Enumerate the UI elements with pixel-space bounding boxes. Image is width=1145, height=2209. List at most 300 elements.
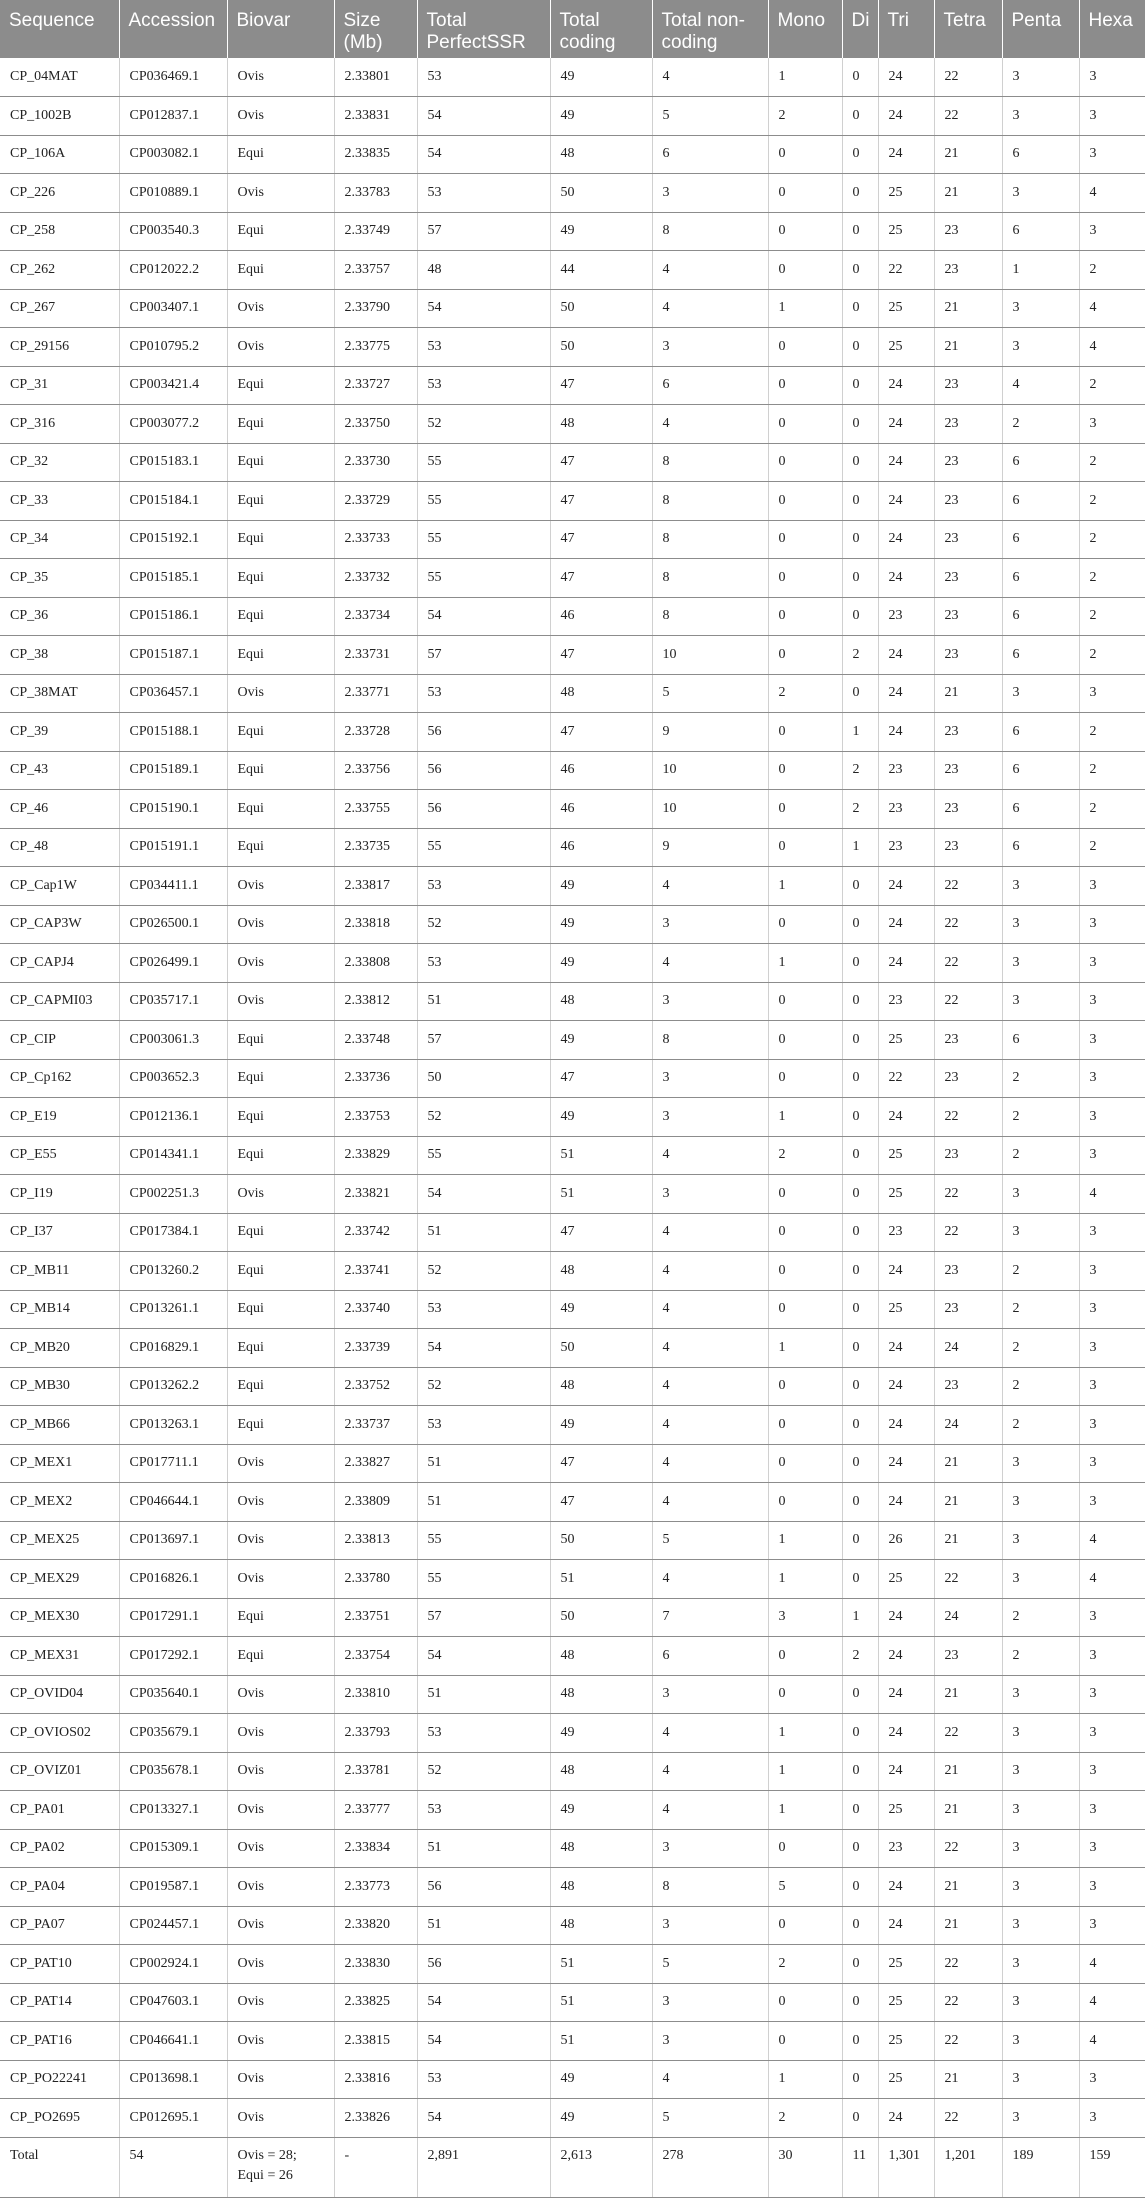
cell-total-coding: 48 xyxy=(550,1752,652,1791)
header-penta: Penta xyxy=(1002,0,1079,58)
cell-total-coding: 51 xyxy=(550,1136,652,1175)
cell-total-non-coding: 4 xyxy=(652,1714,768,1753)
cell-di: 1 xyxy=(842,828,878,867)
cell-tri: 24 xyxy=(878,1406,934,1445)
cell-tri: 24 xyxy=(878,1367,934,1406)
cell-tetra: 24 xyxy=(934,1406,1002,1445)
cell-mono: 1 xyxy=(768,1098,842,1137)
cell-tri: 23 xyxy=(878,751,934,790)
cell-tetra: 22 xyxy=(934,867,1002,906)
cell-size: 2.33735 xyxy=(334,828,417,867)
cell-size: 2.33817 xyxy=(334,867,417,906)
cell-tri: 24 xyxy=(878,482,934,521)
cell-mono: 1 xyxy=(768,58,842,97)
cell-penta: 3 xyxy=(1002,867,1079,906)
cell-sequence: CP_PO2695 xyxy=(0,2099,119,2138)
cell-tri: 23 xyxy=(878,828,934,867)
cell-di: 0 xyxy=(842,1098,878,1137)
cell-total-perfect-ssr: 56 xyxy=(417,713,550,752)
cell-total-perfect-ssr: 51 xyxy=(417,1829,550,1868)
cell-sequence: CP_36 xyxy=(0,597,119,636)
cell-total-non-coding: 8 xyxy=(652,520,768,559)
cell-sequence: CP_PAT10 xyxy=(0,1945,119,1984)
cell-mono: 0 xyxy=(768,905,842,944)
cell-total-non-coding: 10 xyxy=(652,636,768,675)
cell-mono: 0 xyxy=(768,2022,842,2061)
table-row xyxy=(0,790,1145,829)
cell-sequence: CP_262 xyxy=(0,251,119,290)
cell-total-non-coding: 3 xyxy=(652,1098,768,1137)
cell-sequence: CP_31 xyxy=(0,366,119,405)
cell-di: 0 xyxy=(842,1829,878,1868)
cell-di: 0 xyxy=(842,1213,878,1252)
cell-tri: 24 xyxy=(878,2099,934,2138)
cell-tri: 23 xyxy=(878,1829,934,1868)
cell-biovar: Ovis xyxy=(227,1675,334,1714)
cell-total-coding: 46 xyxy=(550,828,652,867)
cell-accession: CP015309.1 xyxy=(119,1829,227,1868)
cell-total-non-coding: 8 xyxy=(652,212,768,251)
table-row xyxy=(0,1444,1145,1483)
cell-sequence: CP_E55 xyxy=(0,1136,119,1175)
cell-penta: 3 xyxy=(1002,97,1079,136)
total-hexa: 159 xyxy=(1079,2137,1145,2197)
cell-accession: CP046644.1 xyxy=(119,1483,227,1522)
cell-tetra: 21 xyxy=(934,1675,1002,1714)
cell-size: 2.33753 xyxy=(334,1098,417,1137)
cell-mono: 0 xyxy=(768,328,842,367)
table-row xyxy=(0,1675,1145,1714)
cell-total-perfect-ssr: 57 xyxy=(417,212,550,251)
cell-mono: 0 xyxy=(768,751,842,790)
cell-total-non-coding: 3 xyxy=(652,1675,768,1714)
cell-hexa: 4 xyxy=(1079,1983,1145,2022)
cell-tri: 25 xyxy=(878,2060,934,2099)
cell-total-perfect-ssr: 53 xyxy=(417,58,550,97)
cell-accession: CP003061.3 xyxy=(119,1021,227,1060)
cell-tetra: 23 xyxy=(934,212,1002,251)
cell-sequence: CP_MB66 xyxy=(0,1406,119,1445)
header-accession: Accession xyxy=(119,0,227,58)
cell-biovar: Equi xyxy=(227,135,334,174)
cell-mono: 1 xyxy=(768,867,842,906)
table-row xyxy=(0,597,1145,636)
cell-total-coding: 47 xyxy=(550,1444,652,1483)
cell-total-perfect-ssr: 57 xyxy=(417,1598,550,1637)
cell-biovar: Ovis xyxy=(227,1868,334,1907)
cell-accession: CP016829.1 xyxy=(119,1329,227,1368)
cell-tetra: 23 xyxy=(934,559,1002,598)
cell-biovar: Ovis xyxy=(227,674,334,713)
cell-di: 0 xyxy=(842,1290,878,1329)
total-row xyxy=(0,2137,1145,2197)
cell-total-coding: 47 xyxy=(550,713,652,752)
cell-total-non-coding: 3 xyxy=(652,905,768,944)
cell-di: 0 xyxy=(842,1752,878,1791)
cell-di: 0 xyxy=(842,1521,878,1560)
cell-sequence: CP_316 xyxy=(0,405,119,444)
cell-total-non-coding: 4 xyxy=(652,289,768,328)
cell-total-perfect-ssr: 52 xyxy=(417,1098,550,1137)
cell-di: 0 xyxy=(842,1059,878,1098)
cell-tri: 25 xyxy=(878,2022,934,2061)
cell-total-coding: 49 xyxy=(550,1098,652,1137)
cell-tri: 24 xyxy=(878,1752,934,1791)
cell-biovar: Ovis xyxy=(227,58,334,97)
cell-size: 2.33815 xyxy=(334,2022,417,2061)
cell-total-perfect-ssr: 54 xyxy=(417,1329,550,1368)
cell-size: 2.33733 xyxy=(334,520,417,559)
cell-size: 2.33818 xyxy=(334,905,417,944)
cell-tetra: 23 xyxy=(934,1252,1002,1291)
cell-accession: CP012837.1 xyxy=(119,97,227,136)
total-tetra: 1,201 xyxy=(934,2137,1002,2197)
cell-mono: 0 xyxy=(768,366,842,405)
cell-hexa: 3 xyxy=(1079,1059,1145,1098)
cell-total-coding: 50 xyxy=(550,289,652,328)
cell-penta: 6 xyxy=(1002,135,1079,174)
cell-total-non-coding: 4 xyxy=(652,867,768,906)
cell-size: 2.33732 xyxy=(334,559,417,598)
table-row xyxy=(0,1637,1145,1676)
cell-hexa: 3 xyxy=(1079,1290,1145,1329)
cell-hexa: 4 xyxy=(1079,328,1145,367)
cell-mono: 1 xyxy=(768,1521,842,1560)
cell-accession: CP035717.1 xyxy=(119,982,227,1021)
cell-sequence: CP_1002B xyxy=(0,97,119,136)
cell-biovar: Ovis xyxy=(227,1906,334,1945)
cell-mono: 0 xyxy=(768,1367,842,1406)
cell-di: 0 xyxy=(842,559,878,598)
cell-total-perfect-ssr: 55 xyxy=(417,559,550,598)
cell-total-perfect-ssr: 54 xyxy=(417,1175,550,1214)
cell-mono: 1 xyxy=(768,1791,842,1830)
cell-hexa: 3 xyxy=(1079,905,1145,944)
cell-total-non-coding: 6 xyxy=(652,1637,768,1676)
cell-accession: CP015188.1 xyxy=(119,713,227,752)
table-row xyxy=(0,1175,1145,1214)
cell-tri: 24 xyxy=(878,97,934,136)
cell-hexa: 2 xyxy=(1079,751,1145,790)
table-row xyxy=(0,251,1145,290)
cell-biovar: Equi xyxy=(227,828,334,867)
cell-accession: CP013327.1 xyxy=(119,1791,227,1830)
cell-total-coding: 47 xyxy=(550,520,652,559)
total-coding: 2,613 xyxy=(550,2137,652,2197)
cell-sequence: CP_258 xyxy=(0,212,119,251)
cell-mono: 0 xyxy=(768,1675,842,1714)
cell-di: 0 xyxy=(842,1329,878,1368)
cell-tri: 25 xyxy=(878,1983,934,2022)
cell-accession: CP013261.1 xyxy=(119,1290,227,1329)
cell-accession: CP035640.1 xyxy=(119,1675,227,1714)
table-row xyxy=(0,1983,1145,2022)
cell-total-coding: 51 xyxy=(550,1945,652,1984)
table-row xyxy=(0,405,1145,444)
cell-total-coding: 48 xyxy=(550,1252,652,1291)
cell-penta: 6 xyxy=(1002,559,1079,598)
cell-tri: 24 xyxy=(878,135,934,174)
cell-penta: 6 xyxy=(1002,1021,1079,1060)
cell-tetra: 21 xyxy=(934,1906,1002,1945)
table-row xyxy=(0,1098,1145,1137)
cell-di: 0 xyxy=(842,674,878,713)
cell-di: 0 xyxy=(842,212,878,251)
cell-sequence: CP_226 xyxy=(0,174,119,213)
cell-di: 0 xyxy=(842,135,878,174)
cell-tri: 25 xyxy=(878,212,934,251)
cell-tri: 24 xyxy=(878,1637,934,1676)
cell-hexa: 2 xyxy=(1079,636,1145,675)
cell-hexa: 4 xyxy=(1079,174,1145,213)
cell-mono: 0 xyxy=(768,1213,842,1252)
cell-penta: 2 xyxy=(1002,1406,1079,1445)
cell-total-perfect-ssr: 53 xyxy=(417,1791,550,1830)
cell-sequence: CP_PA02 xyxy=(0,1829,119,1868)
header-row xyxy=(0,0,1145,58)
cell-size: 2.33827 xyxy=(334,1444,417,1483)
cell-size: 2.33734 xyxy=(334,597,417,636)
cell-total-coding: 49 xyxy=(550,212,652,251)
cell-biovar: Equi xyxy=(227,1059,334,1098)
cell-total-non-coding: 8 xyxy=(652,1868,768,1907)
total-di: 11 xyxy=(842,2137,878,2197)
cell-sequence: CP_48 xyxy=(0,828,119,867)
cell-sequence: CP_OVIOS02 xyxy=(0,1714,119,1753)
cell-sequence: CP_MEX29 xyxy=(0,1560,119,1599)
cell-size: 2.33748 xyxy=(334,1021,417,1060)
cell-tri: 25 xyxy=(878,1175,934,1214)
cell-mono: 0 xyxy=(768,1637,842,1676)
cell-sequence: CP_32 xyxy=(0,443,119,482)
table-row xyxy=(0,443,1145,482)
cell-sequence: CP_33 xyxy=(0,482,119,521)
cell-mono: 1 xyxy=(768,1714,842,1753)
cell-total-coding: 49 xyxy=(550,1290,652,1329)
cell-sequence: CP_PAT16 xyxy=(0,2022,119,2061)
cell-biovar: Equi xyxy=(227,1252,334,1291)
cell-hexa: 3 xyxy=(1079,1329,1145,1368)
cell-di: 0 xyxy=(842,2099,878,2138)
cell-hexa: 3 xyxy=(1079,1675,1145,1714)
cell-total-coding: 48 xyxy=(550,1367,652,1406)
cell-tetra: 22 xyxy=(934,1560,1002,1599)
cell-mono: 0 xyxy=(768,251,842,290)
cell-mono: 0 xyxy=(768,1444,842,1483)
cell-total-non-coding: 4 xyxy=(652,944,768,983)
cell-accession: CP003540.3 xyxy=(119,212,227,251)
cell-penta: 6 xyxy=(1002,751,1079,790)
cell-size: 2.33777 xyxy=(334,1791,417,1830)
cell-hexa: 3 xyxy=(1079,1367,1145,1406)
cell-total-perfect-ssr: 56 xyxy=(417,751,550,790)
table-row xyxy=(0,1598,1145,1637)
cell-size: 2.33728 xyxy=(334,713,417,752)
cell-biovar: Equi xyxy=(227,1136,334,1175)
cell-accession: CP013263.1 xyxy=(119,1406,227,1445)
cell-di: 0 xyxy=(842,597,878,636)
cell-sequence: CP_29156 xyxy=(0,328,119,367)
cell-size: 2.33739 xyxy=(334,1329,417,1368)
cell-total-coding: 49 xyxy=(550,1021,652,1060)
cell-accession: CP010889.1 xyxy=(119,174,227,213)
cell-size: 2.33757 xyxy=(334,251,417,290)
cell-biovar: Ovis xyxy=(227,867,334,906)
cell-penta: 1 xyxy=(1002,251,1079,290)
cell-penta: 2 xyxy=(1002,1329,1079,1368)
cell-hexa: 4 xyxy=(1079,1521,1145,1560)
cell-tetra: 22 xyxy=(934,97,1002,136)
cell-size: 2.33813 xyxy=(334,1521,417,1560)
header-total-perfect-ssr: Total PerfectSSR xyxy=(417,0,550,58)
cell-hexa: 3 xyxy=(1079,97,1145,136)
cell-hexa: 4 xyxy=(1079,2022,1145,2061)
table-row xyxy=(0,1059,1145,1098)
cell-total-coding: 46 xyxy=(550,790,652,829)
cell-hexa: 3 xyxy=(1079,58,1145,97)
cell-total-coding: 50 xyxy=(550,328,652,367)
cell-total-coding: 49 xyxy=(550,905,652,944)
cell-biovar: Ovis xyxy=(227,1560,334,1599)
cell-hexa: 3 xyxy=(1079,944,1145,983)
cell-total-non-coding: 4 xyxy=(652,1444,768,1483)
cell-accession: CP015185.1 xyxy=(119,559,227,598)
cell-tetra: 23 xyxy=(934,1021,1002,1060)
cell-hexa: 4 xyxy=(1079,1560,1145,1599)
cell-total-coding: 51 xyxy=(550,1175,652,1214)
cell-accession: CP026499.1 xyxy=(119,944,227,983)
cell-size: 2.33775 xyxy=(334,328,417,367)
cell-penta: 3 xyxy=(1002,1560,1079,1599)
cell-size: 2.33835 xyxy=(334,135,417,174)
cell-tetra: 22 xyxy=(934,944,1002,983)
cell-total-coding: 50 xyxy=(550,1521,652,1560)
cell-total-non-coding: 3 xyxy=(652,982,768,1021)
table-row xyxy=(0,520,1145,559)
cell-hexa: 3 xyxy=(1079,1598,1145,1637)
cell-penta: 2 xyxy=(1002,1136,1079,1175)
cell-tetra: 22 xyxy=(934,1829,1002,1868)
cell-hexa: 3 xyxy=(1079,1714,1145,1753)
cell-di: 0 xyxy=(842,1444,878,1483)
table-row xyxy=(0,174,1145,213)
cell-accession: CP015192.1 xyxy=(119,520,227,559)
cell-tetra: 22 xyxy=(934,2099,1002,2138)
cell-total-non-coding: 4 xyxy=(652,1406,768,1445)
cell-tri: 22 xyxy=(878,251,934,290)
cell-hexa: 2 xyxy=(1079,713,1145,752)
cell-total-non-coding: 5 xyxy=(652,97,768,136)
cell-tri: 24 xyxy=(878,405,934,444)
cell-biovar: Ovis xyxy=(227,1444,334,1483)
total-tri: 1,301 xyxy=(878,2137,934,2197)
cell-tetra: 21 xyxy=(934,2060,1002,2099)
cell-tetra: 22 xyxy=(934,1175,1002,1214)
cell-accession: CP012022.2 xyxy=(119,251,227,290)
cell-sequence: CP_35 xyxy=(0,559,119,598)
cell-mono: 0 xyxy=(768,1175,842,1214)
cell-total-coding: 47 xyxy=(550,636,652,675)
cell-accession: CP015189.1 xyxy=(119,751,227,790)
cell-total-coding: 49 xyxy=(550,58,652,97)
cell-size: 2.33755 xyxy=(334,790,417,829)
cell-tetra: 21 xyxy=(934,135,1002,174)
cell-total-perfect-ssr: 53 xyxy=(417,944,550,983)
cell-size: 2.33810 xyxy=(334,1675,417,1714)
cell-mono: 0 xyxy=(768,135,842,174)
table-row xyxy=(0,366,1145,405)
cell-hexa: 3 xyxy=(1079,982,1145,1021)
cell-accession: CP002924.1 xyxy=(119,1945,227,1984)
cell-tetra: 24 xyxy=(934,1598,1002,1637)
cell-biovar: Equi xyxy=(227,636,334,675)
cell-biovar: Equi xyxy=(227,597,334,636)
cell-total-coding: 49 xyxy=(550,944,652,983)
cell-penta: 6 xyxy=(1002,636,1079,675)
cell-penta: 3 xyxy=(1002,1791,1079,1830)
cell-sequence: CP_I19 xyxy=(0,1175,119,1214)
cell-hexa: 4 xyxy=(1079,1945,1145,1984)
table-row xyxy=(0,867,1145,906)
cell-size: 2.33808 xyxy=(334,944,417,983)
cell-mono: 0 xyxy=(768,482,842,521)
cell-accession: CP035678.1 xyxy=(119,1752,227,1791)
cell-sequence: CP_MEX25 xyxy=(0,1521,119,1560)
cell-hexa: 3 xyxy=(1079,1021,1145,1060)
cell-tetra: 21 xyxy=(934,1521,1002,1560)
total-biovar xyxy=(227,2137,334,2197)
cell-penta: 3 xyxy=(1002,905,1079,944)
cell-size: 2.33751 xyxy=(334,1598,417,1637)
cell-di: 0 xyxy=(842,1675,878,1714)
cell-tri: 24 xyxy=(878,443,934,482)
cell-hexa: 2 xyxy=(1079,366,1145,405)
cell-total-coding: 46 xyxy=(550,751,652,790)
cell-di: 0 xyxy=(842,443,878,482)
cell-total-non-coding: 9 xyxy=(652,828,768,867)
cell-biovar: Ovis xyxy=(227,97,334,136)
cell-total-non-coding: 3 xyxy=(652,1175,768,1214)
cell-total-non-coding: 5 xyxy=(652,2099,768,2138)
cell-biovar: Ovis xyxy=(227,289,334,328)
cell-tri: 24 xyxy=(878,1868,934,1907)
cell-penta: 3 xyxy=(1002,944,1079,983)
cell-size: 2.33825 xyxy=(334,1983,417,2022)
cell-di: 0 xyxy=(842,289,878,328)
cell-total-coding: 50 xyxy=(550,1329,652,1368)
table-header xyxy=(0,0,1145,58)
cell-hexa: 3 xyxy=(1079,1906,1145,1945)
total-size: - xyxy=(334,2137,417,2197)
cell-tri: 24 xyxy=(878,1329,934,1368)
cell-penta: 3 xyxy=(1002,1868,1079,1907)
total-mono: 30 xyxy=(768,2137,842,2197)
cell-accession: CP017291.1 xyxy=(119,1598,227,1637)
cell-di: 0 xyxy=(842,1175,878,1214)
table-row xyxy=(0,2060,1145,2099)
cell-mono: 0 xyxy=(768,1483,842,1522)
cell-total-non-coding: 4 xyxy=(652,58,768,97)
cell-di: 0 xyxy=(842,1367,878,1406)
cell-tetra: 23 xyxy=(934,1637,1002,1676)
header-total-coding: Total coding xyxy=(550,0,652,58)
cell-total-coding: 50 xyxy=(550,174,652,213)
cell-total-perfect-ssr: 56 xyxy=(417,1945,550,1984)
cell-tetra: 21 xyxy=(934,1752,1002,1791)
cell-hexa: 2 xyxy=(1079,559,1145,598)
cell-mono: 3 xyxy=(768,1598,842,1637)
cell-biovar: Equi xyxy=(227,212,334,251)
